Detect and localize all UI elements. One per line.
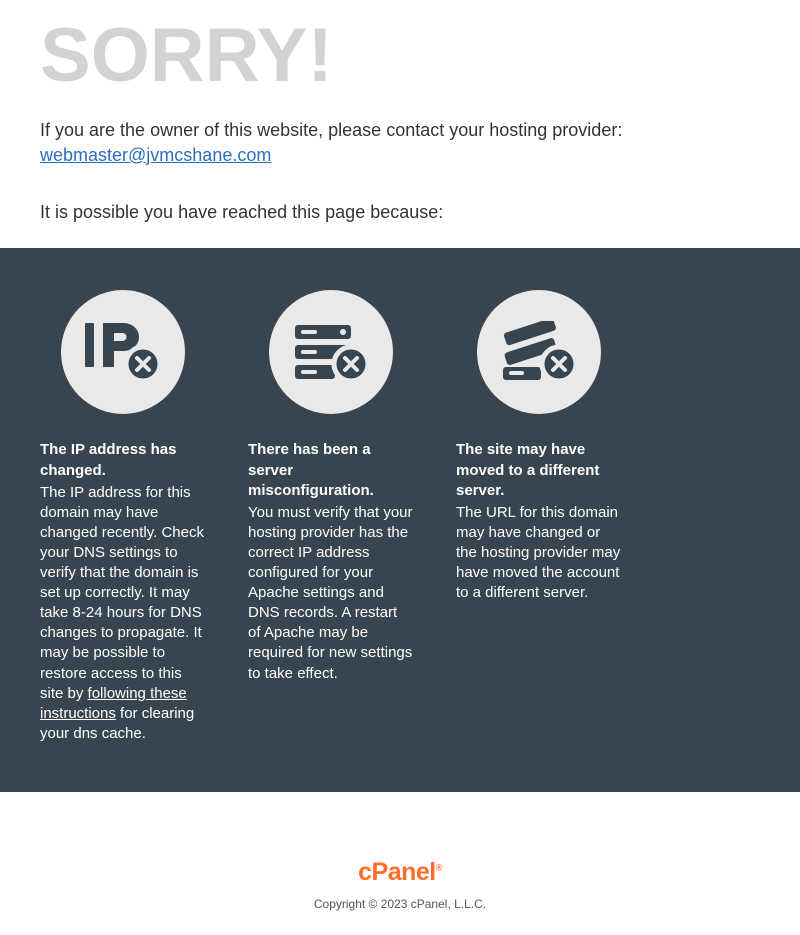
hosting-provider-email-link[interactable]: webmaster@jvmcshane.com (40, 144, 272, 165)
reason-heading: The IP address has changed. (40, 441, 177, 479)
server-moved-icon (477, 290, 601, 414)
ip-address-error-icon (61, 290, 185, 414)
reason-column-ip-changed (40, 290, 205, 743)
cpanel-logo-text: cPanel (358, 857, 436, 886)
reason-body (40, 483, 205, 744)
dns-cache-instructions-link[interactable]: following these instructions (40, 684, 187, 722)
reason-body-text: You must verify that your hosting provider has the correct IP address configured for your Apache settings and DNS records. A restart of Apache may be required for new settings to take effect. (248, 503, 413, 682)
cpanel-logo (358, 858, 442, 887)
reason-column-server-misconfiguration (248, 290, 413, 683)
page-footer (0, 792, 800, 931)
reason-heading: The site may have moved to a different server. (456, 441, 600, 499)
reasons-columns (40, 290, 760, 743)
reason-body (456, 503, 621, 603)
reason-column-site-moved (456, 290, 621, 603)
page-title: SORRY! (40, 13, 333, 98)
registered-trademark-icon: ® (435, 862, 442, 873)
server-error-icon (269, 290, 393, 414)
reason-body-text: The IP address for this domain may have changed recently. Check your DNS settings to verify that the domain is set up correctly. It may take 8-24 hours for DNS changes to propagate. It may be possible to restore access to this site by (40, 483, 204, 702)
owner-contact-paragraph (40, 118, 760, 168)
reason-body-text: The URL for this domain may have changed or the hosting provider may have moved the account to a different server. (456, 503, 621, 602)
reason-body (248, 503, 413, 684)
reason-heading: There has been a server misconfiguration. (248, 441, 374, 499)
reason-intro-text: It is possible you have reached this page because: (40, 201, 444, 222)
reason-body-text-after: for clearing your dns cache. (40, 704, 195, 742)
page-header (0, 0, 800, 224)
owner-contact-text: If you are the owner of this website, please contact your hosting provider: (40, 120, 623, 140)
reasons-band (0, 248, 800, 791)
copyright-text: Copyright © 2023 cPanel, L.L.C. (313, 896, 487, 911)
